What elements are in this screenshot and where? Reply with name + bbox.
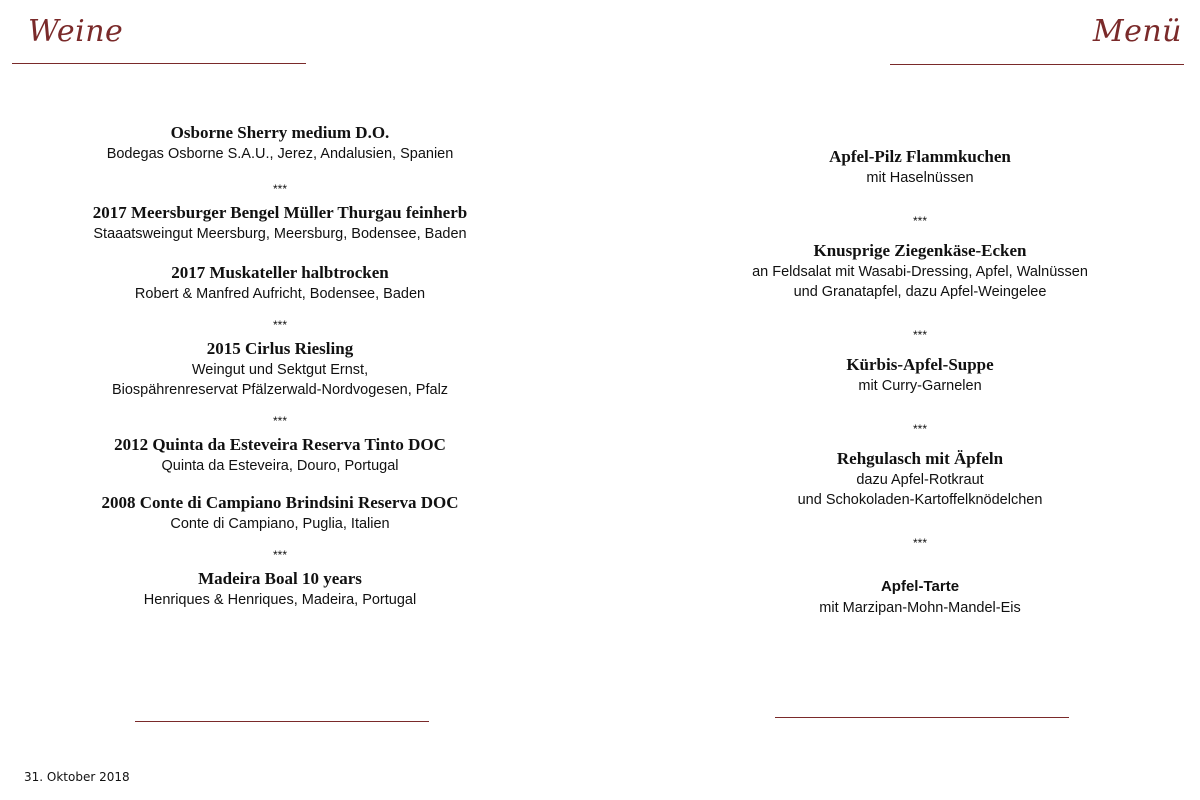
course-title: Knusprige Ziegenkäse-Ecken xyxy=(813,241,1027,260)
wine-list xyxy=(60,122,500,610)
wine-title: 2012 Quinta da Esteveira Reserva Tinto DOC xyxy=(114,435,446,454)
menu-list xyxy=(700,146,1140,618)
wine-producer: Bodegas Osborne S.A.U., Jerez, Andalusien, Spanien xyxy=(106,146,454,162)
wine-producer: Biospährenreservat Pfälzerwald-Nordvogesen, Pfalz xyxy=(111,382,449,398)
menu-course xyxy=(700,354,1140,396)
wine-entry xyxy=(60,262,500,304)
separator: *** xyxy=(912,536,927,550)
course-description: und Schokoladen-Kartoffelknödelchen xyxy=(797,492,1043,508)
wine-entry xyxy=(60,122,500,172)
menu-bottom-rule xyxy=(775,717,1069,718)
course-description: mit Curry-Garnelen xyxy=(858,378,982,394)
course-description: dazu Apfel-Rotkraut xyxy=(856,472,984,488)
separator: *** xyxy=(272,318,287,332)
menu-course xyxy=(700,146,1140,188)
separator: *** xyxy=(912,214,927,228)
course-title: Rehgulasch mit Äpfeln xyxy=(836,449,1004,468)
wine-title: Osborne Sherry medium D.O. xyxy=(170,123,390,142)
separator: *** xyxy=(912,328,927,342)
wine-entry xyxy=(60,492,500,534)
course-description: mit Marzipan-Mohn-Mandel-Eis xyxy=(819,600,1021,616)
menu-course xyxy=(700,576,1140,618)
course-description: und Granatapfel, dazu Apfel-Weingelee xyxy=(793,284,1047,300)
wine-heading-rule xyxy=(12,63,306,64)
wine-entry xyxy=(60,434,500,476)
wine-entry xyxy=(60,202,500,244)
menu-course xyxy=(700,448,1140,510)
separator: *** xyxy=(912,422,927,436)
wine-bottom-rule xyxy=(135,721,429,722)
course-description: an Feldsalat mit Wasabi-Dressing, Apfel, Walnüssen xyxy=(752,264,1088,280)
wine-producer: Quinta da Esteveira, Douro, Portugal xyxy=(161,458,399,474)
wine-entry xyxy=(60,568,500,610)
wine-title: Madeira Boal 10 years xyxy=(198,569,362,588)
wine-producer: Robert & Manfred Aufricht, Bodensee, Baden xyxy=(134,286,426,302)
event-date: 31. Oktober 2018 xyxy=(24,770,130,784)
menu-course xyxy=(700,240,1140,302)
wine-title: 2017 Muskateller halbtrocken xyxy=(171,263,389,282)
course-title: Apfel-Tarte xyxy=(880,578,960,595)
separator: *** xyxy=(272,548,287,562)
wine-entry xyxy=(60,338,500,400)
wine-producer: Staaatsweingut Meersburg, Meersburg, Bodensee, Baden xyxy=(93,226,467,242)
wine-producer: Weingut und Sektgut Ernst, xyxy=(191,362,369,378)
menu-heading: Menü xyxy=(1092,14,1182,49)
separator: *** xyxy=(272,414,287,428)
menu-heading-rule xyxy=(890,64,1184,65)
wine-producer: Henriques & Henriques, Madeira, Portugal xyxy=(143,592,417,608)
course-description: mit Haselnüssen xyxy=(866,170,974,186)
wine-title: 2008 Conte di Campiano Brindsini Reserva DOC xyxy=(101,493,459,512)
wine-title: 2017 Meersburger Bengel Müller Thurgau feinherb xyxy=(92,203,468,222)
course-title: Kürbis-Apfel-Suppe xyxy=(846,355,994,374)
wine-producer: Conte di Campiano, Puglia, Italien xyxy=(170,516,390,532)
wine-heading: Weine xyxy=(28,14,124,49)
course-title: Apfel-Pilz Flammkuchen xyxy=(829,147,1011,166)
separator: *** xyxy=(272,182,287,196)
wine-title: 2015 Cirlus Riesling xyxy=(206,339,354,358)
